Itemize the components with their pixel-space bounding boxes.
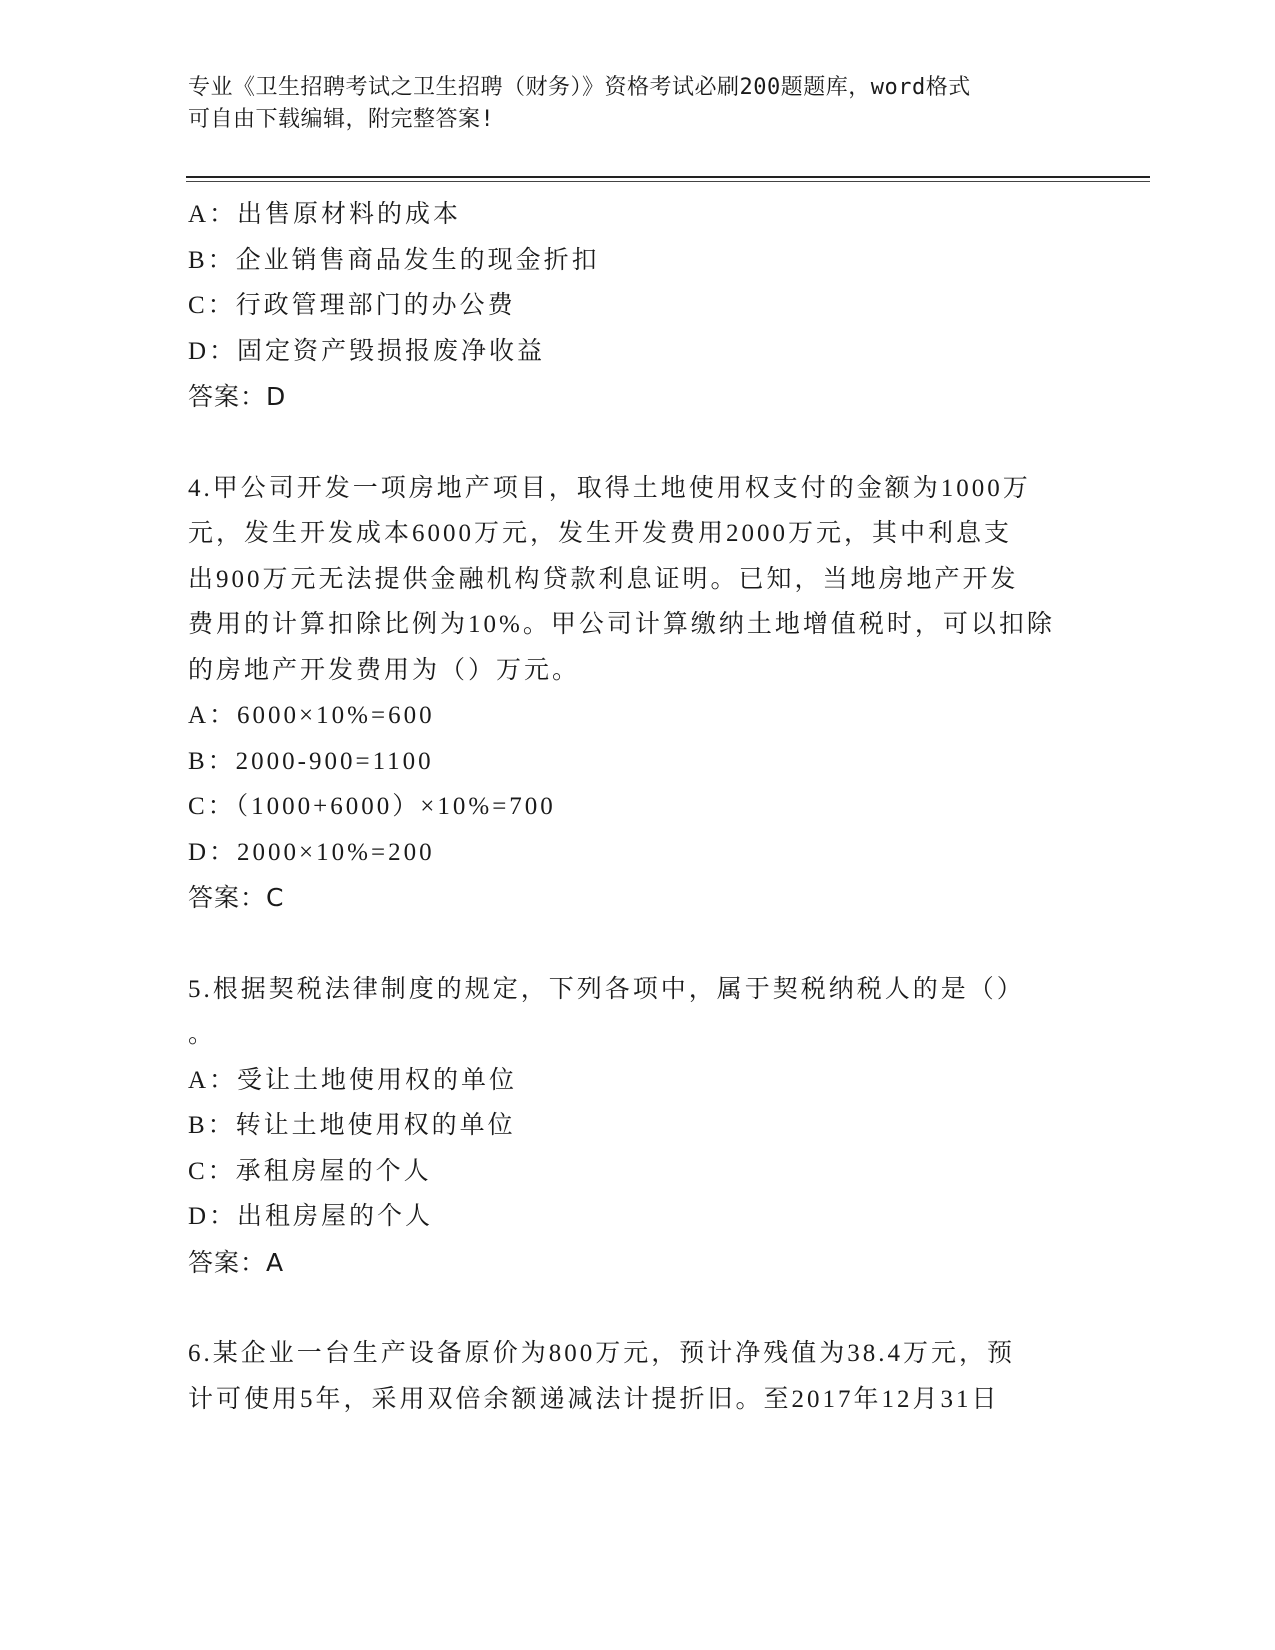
q5-option-c: C：承租房屋的个人 <box>188 1157 432 1185</box>
q3-option-b: B：企业销售商品发生的现金折扣 <box>188 246 600 274</box>
q4-option-d: D：2000×10%=200 <box>188 838 435 866</box>
q5-stem-line: 5.根据契税法律制度的规定，下列各项中，属于契税纳税人的是（） <box>188 975 1025 1003</box>
q4-stem-line: 出900万元无法提供金融机构贷款利息证明。已知，当地房地产开发 <box>188 565 1019 593</box>
question-6 <box>188 1331 1088 1422</box>
q3-answer: 答案：D <box>188 382 287 411</box>
question-3 <box>188 192 1088 420</box>
q4-option-a: A：6000×10%=600 <box>188 702 435 729</box>
q3-option-c: C：行政管理部门的办公费 <box>188 292 516 319</box>
q6-stem-line: 6.某企业一台生产设备原价为800万元，预计净残值为38.4万元，预 <box>188 1340 1016 1367</box>
q5-stem-line: 。 <box>188 1021 217 1048</box>
header-title-line-1: 专业《卫生招聘考试之卫生招聘（财务）》资格考试必刷200题题库，word格式 <box>188 75 971 100</box>
document-body <box>188 192 1088 1422</box>
header-divider-thick <box>186 176 1150 178</box>
q4-option-b: B：2000-900=1100 <box>188 747 434 775</box>
spacer <box>188 1285 1088 1331</box>
q4-stem-line: 的房地产开发费用为（）万元。 <box>188 656 581 684</box>
q4-stem-line: 元，发生开发成本6000万元，发生开发费用2000万元，其中利息支 <box>188 520 1013 547</box>
question-5 <box>188 967 1088 1286</box>
question-4 <box>188 466 1088 921</box>
q6-stem-line: 计可使用5年，采用双倍余额递减法计提折旧。至2017年12月31日 <box>188 1385 1000 1413</box>
q5-option-d: D：出租房屋的个人 <box>188 1203 434 1230</box>
q3-option-d: D：固定资产毁损报废净收益 <box>188 337 546 365</box>
q4-answer: 答案：C <box>188 883 285 912</box>
header-divider-thin <box>186 181 1150 182</box>
spacer <box>188 420 1088 466</box>
header-title-line-2: 可自由下载编辑，附完整答案! <box>188 107 495 132</box>
q5-answer: 答案：A <box>188 1247 285 1277</box>
q5-option-a: A：受让土地使用权的单位 <box>188 1066 518 1094</box>
document-header <box>188 72 1068 136</box>
q4-stem-line: 费用的计算扣除比例为10%。甲公司计算缴纳土地增值税时，可以扣除 <box>188 611 1055 638</box>
spacer <box>188 921 1088 967</box>
q4-option-c: C：（1000+6000）×10%=700 <box>188 793 556 820</box>
q4-stem-line: 4.甲公司开发一项房地产项目，取得土地使用权支付的金额为1000万 <box>188 474 1031 502</box>
q3-option-a: A：出售原材料的成本 <box>188 201 462 228</box>
q5-option-b: B：转让土地使用权的单位 <box>188 1112 516 1139</box>
